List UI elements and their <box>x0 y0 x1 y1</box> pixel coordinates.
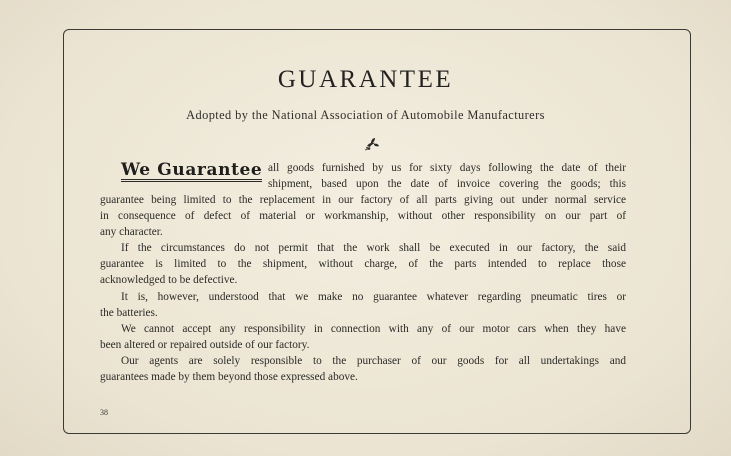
lead-phrase: We Guarantee <box>121 162 262 182</box>
lead-text <box>268 160 626 192</box>
paragraph-line: been altered or repaired outside of our factory. <box>100 338 310 351</box>
paragraph-line: the batteries. <box>100 306 158 319</box>
lead-text-line: all goods furnished by us for sixty days following the date of their <box>268 162 626 174</box>
paragraph-line: guarantee being limited to the replacement in our factory of all parts giving out under normal service <box>100 194 626 206</box>
paragraphs <box>100 192 626 385</box>
paragraph-line: We cannot accept any responsibility in connection with any of our motor cars when they have <box>121 322 626 335</box>
paragraph-line: in consequence of defect of material or workmanship, without other responsibility on our part of <box>100 210 626 223</box>
paragraph-line: It is, however, understood that we make no guarantee whatever regarding pneumatic tires or <box>121 290 626 303</box>
paragraph-line: guarantees made by them beyond those expressed above. <box>100 371 358 384</box>
paragraph-line: If the circumstances do not permit that the work shall be executed in our factory, the said <box>121 242 626 255</box>
lead-line <box>100 160 626 192</box>
page-subtitle: Adopted by the National Association of Automobile Manufacturers <box>186 108 545 122</box>
paragraph-line: Our agents are solely responsible to the purchaser of our goods for all undertakings and <box>121 354 626 367</box>
paragraph-line: acknowledged to be defective. <box>100 274 238 287</box>
page-number: 38 <box>100 408 108 417</box>
guarantee-body <box>100 160 626 385</box>
paragraph-line: any character. <box>100 226 163 239</box>
oak-leaf-ornament-icon <box>364 137 380 151</box>
lead-text-line: shipment, based upon the date of invoice covering the goods; this <box>268 178 626 191</box>
paragraph-line: guarantee is limited to the shipment, without charge, of the parts intended to replace those <box>100 258 626 271</box>
page-title: GUARANTEE <box>277 66 454 93</box>
